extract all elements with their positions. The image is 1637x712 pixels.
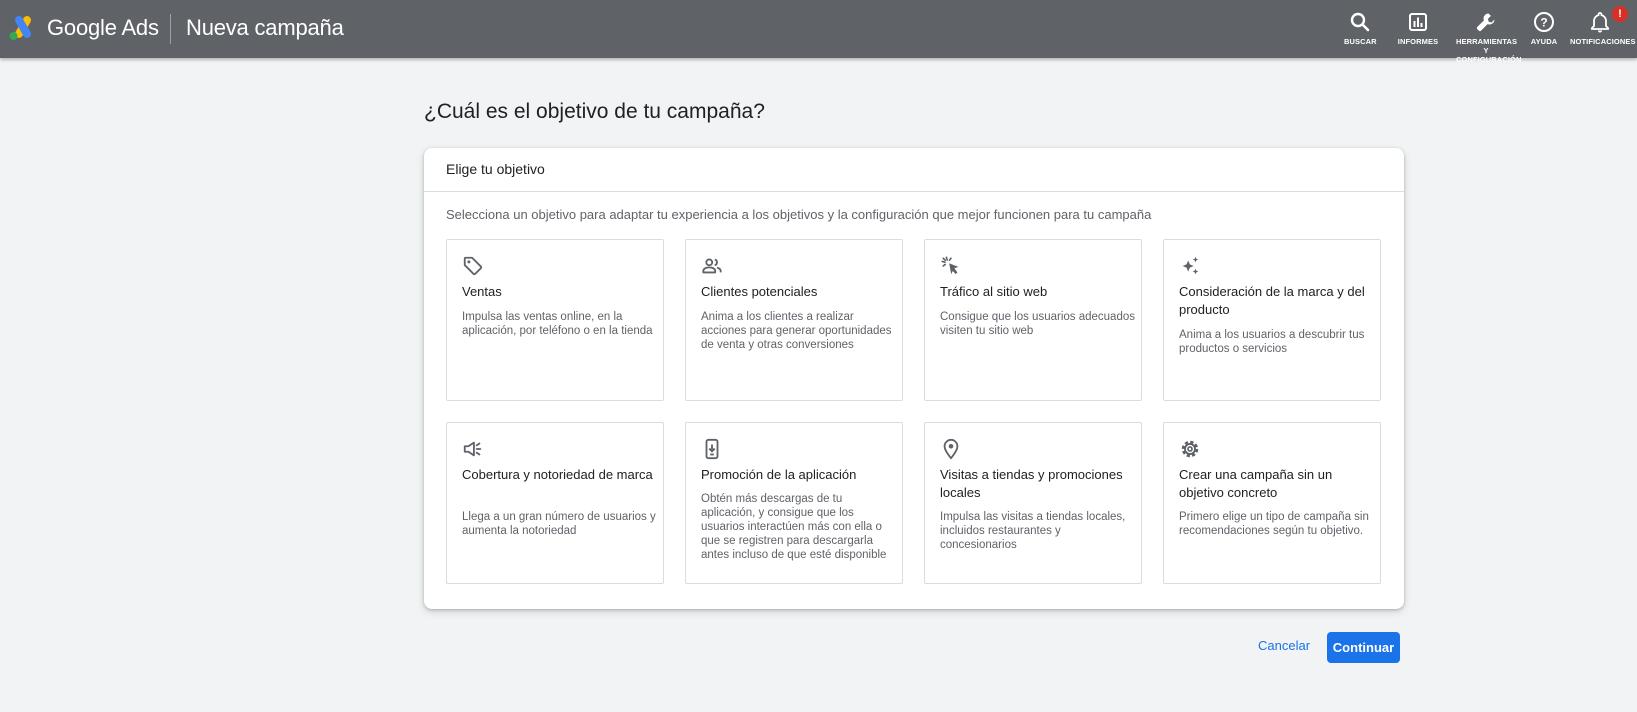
bell-icon: [1588, 10, 1612, 34]
objective-option-leads[interactable]: [685, 239, 903, 401]
objective-option-app-promotion[interactable]: [685, 422, 903, 584]
reports-tool-button[interactable]: [1397, 10, 1439, 46]
header-divider: [170, 14, 171, 44]
tools-settings-button[interactable]: [1456, 10, 1522, 64]
objective-title: Visitas a tiendas y promociones locales: [940, 467, 1123, 500]
cancel-button[interactable]: Cancelar: [1258, 638, 1311, 653]
objective-description: Consigue que los usuarios adecuados visiten tu sitio web: [940, 311, 1135, 337]
objective-description: Impulsa las visitas a tiendas locales, incluidos restaurantes y concesionarios: [940, 511, 1126, 551]
help-tool-label: AYUDA: [1530, 37, 1558, 46]
search-tool-button[interactable]: [1344, 10, 1376, 46]
objective-description: Anima a los clientes a realizar acciones para generar oportunidades de venta y otras conversiones: [701, 311, 892, 351]
google-ads-logo-icon[interactable]: [8, 14, 38, 42]
objective-option-sales[interactable]: [446, 239, 664, 401]
card-title: Elige tu objetivo: [446, 161, 545, 177]
objective-option-brand-consideration[interactable]: [1163, 239, 1381, 401]
notifications-tool-label: NOTIFICACIONES: [1570, 37, 1636, 46]
sparkle-icon: [1179, 255, 1201, 277]
card-description: Selecciona un objetivo para adaptar tu experiencia a los objetivos y la configuración que mejor funcionen para tu campaña: [446, 207, 1152, 222]
tag-icon: [462, 255, 484, 277]
objective-title: Crear una campaña sin un objetivo concreto: [1179, 467, 1333, 500]
help-icon: [1532, 10, 1556, 34]
objective-question: ¿Cuál es el objetivo de tu campaña?: [424, 100, 765, 123]
objective-title: Cobertura y notoriedad de marca: [462, 467, 653, 482]
brand-name[interactable]: Google Ads: [47, 15, 159, 40]
objective-title: Consideración de la marca y del producto: [1179, 284, 1365, 317]
wrench-icon: [1474, 10, 1498, 34]
location-pin-icon: [940, 438, 962, 460]
objective-description: Primero elige un tipo de campaña sin recomendaciones según tu objetivo.: [1179, 511, 1369, 537]
megaphone-icon: [462, 438, 484, 460]
card-divider: [424, 191, 1404, 192]
objective-description: Impulsa las ventas online, en la aplicación, por teléfono o en la tienda: [462, 311, 653, 337]
help-tool-button[interactable]: [1529, 10, 1559, 46]
objective-title: Ventas: [462, 284, 502, 299]
objective-description: Obtén más descargas de tu aplicación, y consigue que los usuarios interactúen más con ella o que se registren para descargarla antes incluso de que esté disponible: [701, 493, 887, 561]
continue-button[interactable]: Continuar: [1327, 632, 1400, 663]
notification-badge: !: [1612, 6, 1628, 22]
objective-option-local-store-visits[interactable]: [924, 422, 1142, 584]
reports-tool-label: INFORMES: [1397, 37, 1439, 46]
tools-settings-label: HERRAMIENTAS Y CONFIGURACIÓN: [1456, 37, 1522, 64]
objective-title: Promoción de la aplicación: [701, 467, 857, 482]
objective-option-reach-awareness[interactable]: [446, 422, 664, 584]
svg-text:?: ?: [1540, 15, 1548, 30]
objective-card: [424, 148, 1404, 609]
objective-description: Llega a un gran número de usuarios y aumenta la notoriedad: [462, 511, 656, 537]
objective-option-website-traffic[interactable]: [924, 239, 1142, 401]
objective-title: Tráfico al sitio web: [940, 284, 1048, 299]
objective-title: Clientes potenciales: [701, 284, 818, 299]
objective-option-no-goal[interactable]: [1163, 422, 1381, 584]
reports-icon: [1406, 10, 1430, 34]
search-icon: [1348, 10, 1372, 34]
people-icon: [701, 255, 723, 277]
page-title: Nueva campaña: [186, 15, 344, 40]
phone-download-icon: [701, 438, 723, 460]
click-icon: [940, 255, 962, 277]
search-tool-label: BUSCAR: [1344, 37, 1377, 46]
top-bar: [0, 0, 1637, 64]
gear-icon: [1179, 438, 1201, 460]
objective-description: Anima a los usuarios a descubrir tus productos o servicios: [1179, 329, 1365, 355]
notifications-tool-button[interactable]: [1570, 8, 1636, 46]
